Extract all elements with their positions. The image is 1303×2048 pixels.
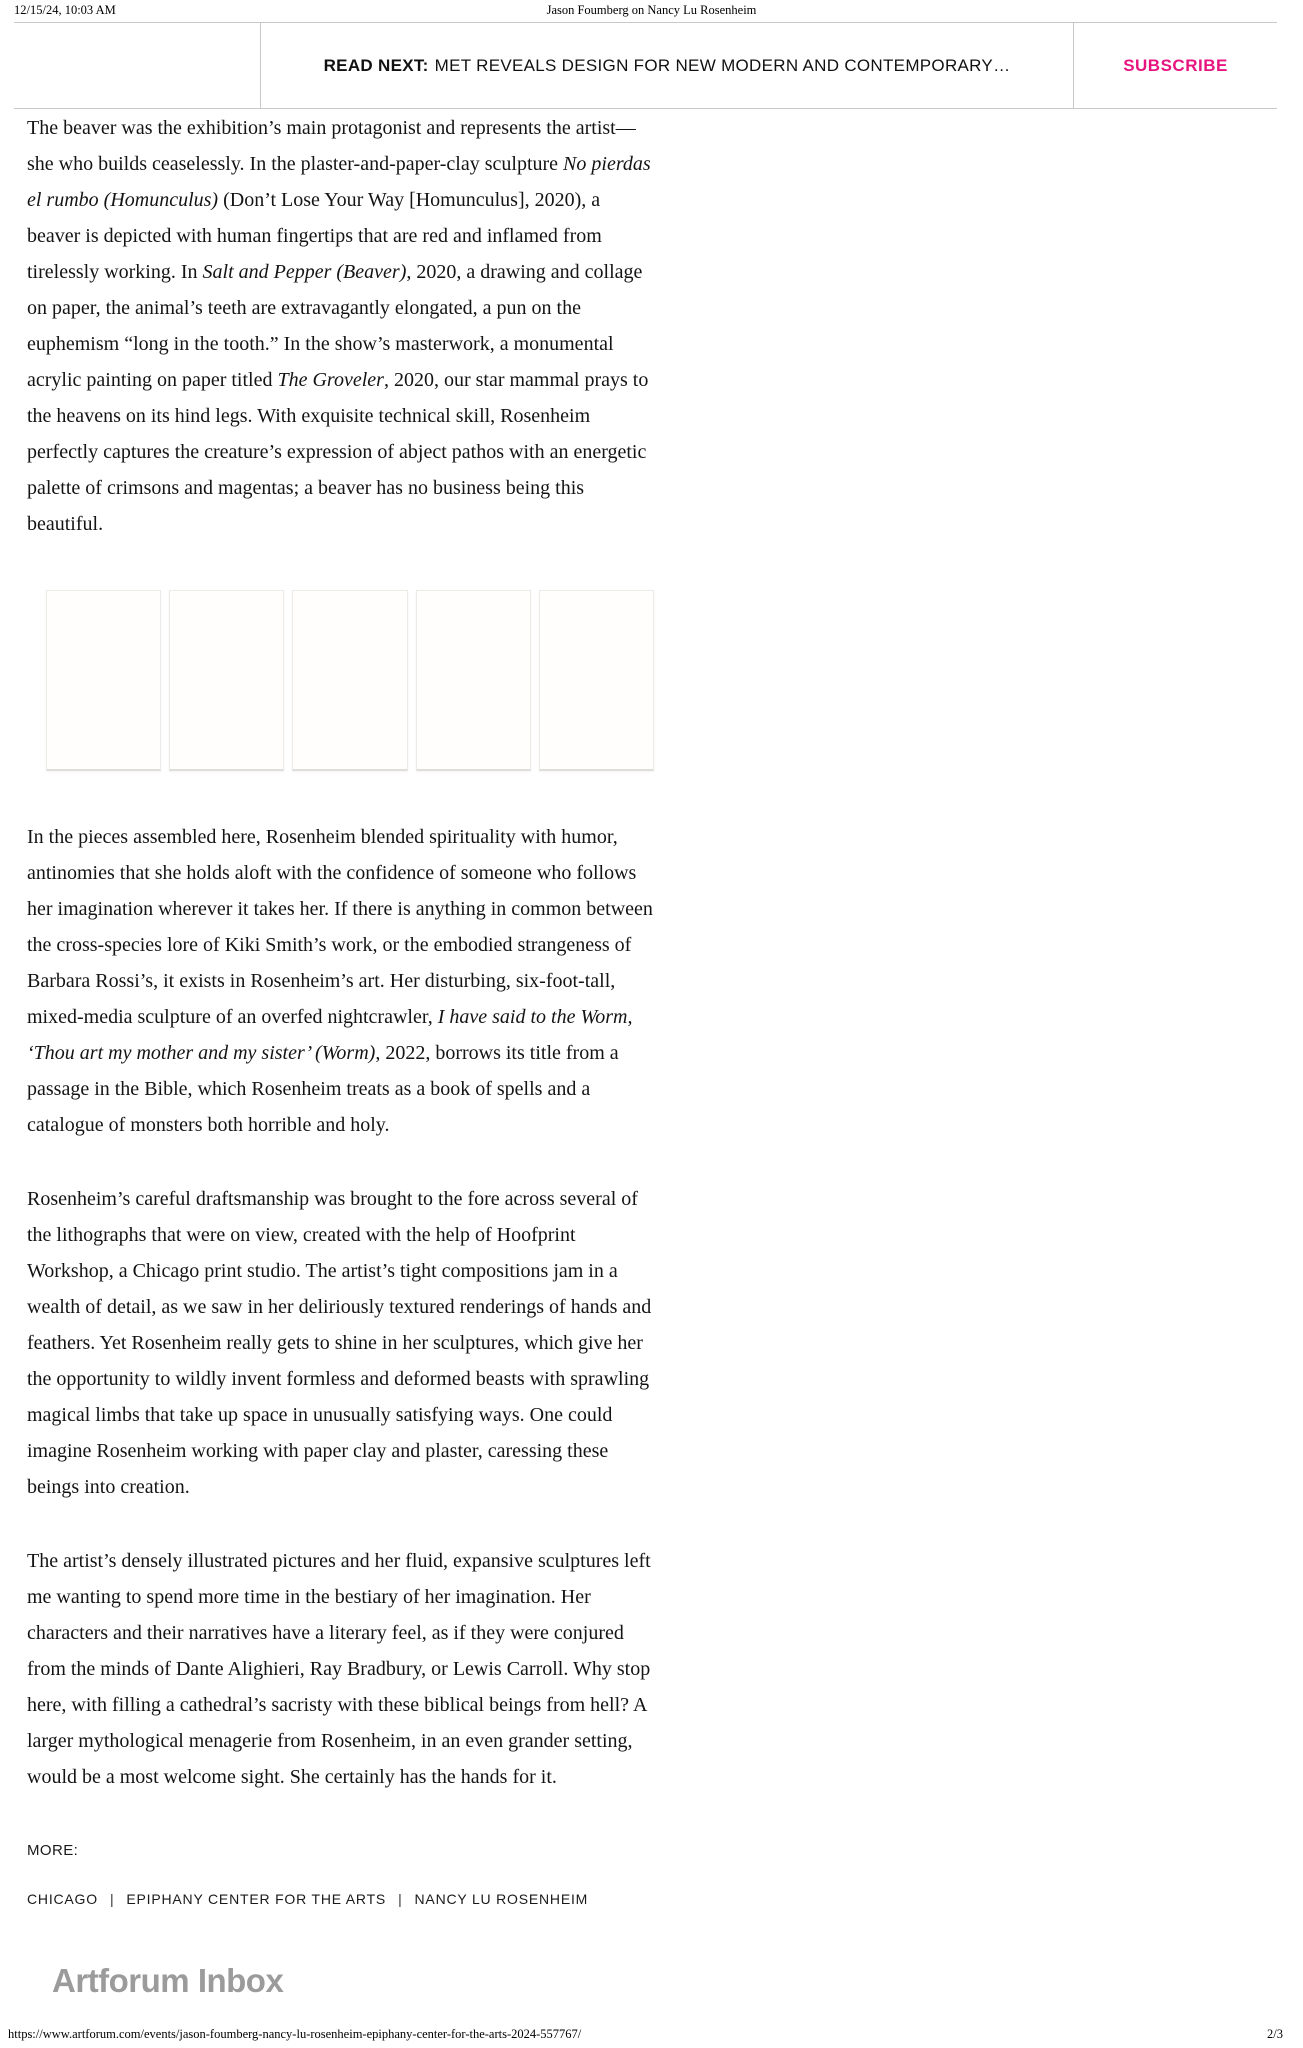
image-placeholder [169, 590, 284, 771]
read-next-headline[interactable] [324, 56, 1011, 76]
more-label: MORE: [27, 1842, 79, 1859]
read-next-label: READ NEXT: [323, 55, 429, 75]
article-paragraph [27, 819, 654, 1143]
print-header [0, 3, 1303, 21]
read-next-bar [14, 22, 1277, 109]
paragraph-text: The beaver was the exhibition’s main protagonist and represents the artist—she who builds ceaselessly. In the plaster-and-paper-clay sculpture [27, 117, 636, 175]
print-footer-url: https://www.artforum.com/events/jason-foumberg-nancy-lu-rosenheim-epiphany-center-for-the-arts-2024-557767/ [8, 2027, 582, 2041]
artwork-title: The Groveler [277, 369, 384, 391]
tag-link-chicago[interactable]: CHICAGO [27, 1891, 98, 1907]
subscribe-button[interactable]: SUBSCRIBE [1123, 55, 1228, 75]
article-body-top [27, 110, 654, 542]
artwork-title: Salt and Pepper (Beaver) [202, 261, 407, 283]
image-placeholder [539, 590, 654, 771]
read-next-left-cell [14, 23, 261, 108]
tag-link-nancy-lu-rosenheim[interactable]: NANCY LU ROSENHEIM [414, 1891, 589, 1907]
read-next-headline-text: MET REVEALS DESIGN FOR NEW MODERN AND CONTEMPORARY… [434, 55, 1011, 75]
image-placeholder [292, 590, 407, 771]
article [27, 110, 654, 1917]
print-page-indicator: 2/3 [1267, 2027, 1283, 2041]
tag-separator: | [109, 1891, 115, 1907]
image-placeholder [416, 590, 531, 771]
paragraph-text: , 2020, our star mammal prays to the heavens on its hind legs. With exquisite technical skill, Rosenheim perfectly captures the creature’s expression of abject pathos with an energetic palette of crimsons and magentas; a beaver has no business being this beautiful. [27, 369, 649, 535]
paragraph-text: , 2022, borrows its title from a passage in the Bible, which Rosenheim treats as a book of spells and a catalogue of monsters both horrible and holy. [27, 1042, 619, 1136]
tag-separator: | [398, 1891, 403, 1907]
article-paragraph [27, 1543, 654, 1795]
artforum-inbox-logo: Artforum Inbox [52, 1962, 284, 1999]
print-doc-title: Jason Foumberg on Nancy Lu Rosenheim [546, 3, 757, 17]
image-placeholder-row [46, 590, 654, 771]
print-footer [0, 2026, 1303, 2042]
article-tags [27, 1881, 654, 1917]
artwork-title: No pierdas el rumbo (Homunculus) [27, 153, 651, 211]
tag-link-epiphany-center-for-the-arts[interactable]: EPIPHANY CENTER FOR THE ARTS [126, 1891, 387, 1907]
print-datetime: 12/15/24, 10:03 AM [14, 3, 116, 17]
paragraph-text: (Don’t Lose Your Way [Homunculus], 2020), a beaver is depicted with human fingertips that are red and inflamed from tirelessly working. In [27, 189, 602, 283]
paragraph-text: The artist’s densely illustrated pictures and her fluid, expansive sculptures left me wanting to spend more time in the bestiary of her imagination. Her characters and their narratives have a literary feel, as if they were conjured from the minds of Dante Alighieri, Ray Bradbury, or Lewis Carroll. Why stop here, with filling a cathedral’s sacristy with these biblical beings from hell? A larger mythological menagerie from Rosenheim, in an even grander setting, would be a most welcome sight. She certainly has the hands for it. [27, 1550, 651, 1788]
artwork-title: I have said to the Worm, ‘Thou art my mother and my sister’ (Worm) [27, 1006, 633, 1064]
article-body-rest [27, 819, 654, 1795]
image-placeholder [46, 590, 161, 771]
article-paragraph [27, 1181, 654, 1505]
paragraph-text: Rosenheim’s careful draftsmanship was brought to the fore across several of the lithographs that were on view, created with the help of Hoofprint Workshop, a Chicago print studio. The artist’s tight compositions jam in a wealth of detail, as we saw in her deliriously textured renderings of hands and feathers. Yet Rosenheim really gets to shine in her sculptures, which give her the opportunity to wildly invent formless and deformed beasts with sprawling magical limbs that take up space in unusually satisfying ways. One could imagine Rosenheim working with paper clay and plaster, caressing these beings into creation. [27, 1188, 652, 1498]
read-next-mid-cell [261, 23, 1073, 108]
paragraph-text: In the pieces assembled here, Rosenheim blended spirituality with humor, antinomies that she holds aloft with the confidence of someone who follows her imagination wherever it takes her. If there is anything in common between the cross-species lore of Kiki Smith’s work, or the embodied strangeness of Barbara Rossi’s, it exists in Rosenheim’s art. Her disturbing, six-foot-tall, mixed-media sculpture of an overfed nightcrawler, [27, 826, 653, 1028]
article-paragraph [27, 110, 654, 542]
read-next-right-cell [1073, 23, 1277, 108]
paragraph-text: , 2020, a drawing and collage on paper, the animal’s teeth are extravagantly elongated, a pun on the euphemism “long in the tooth.” In the show’s masterwork, a monumental acrylic painting on paper titled [27, 261, 643, 391]
